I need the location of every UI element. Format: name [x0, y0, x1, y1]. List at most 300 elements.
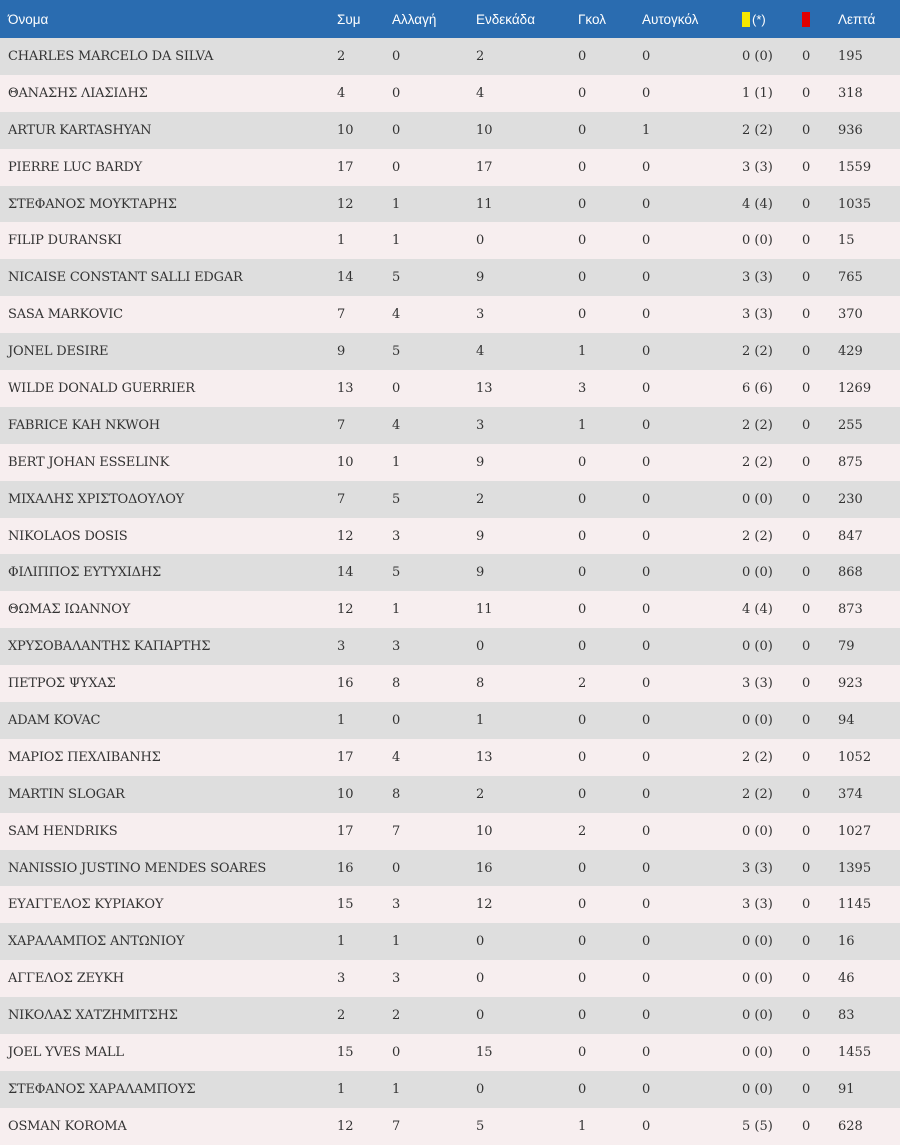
starts-cell: 5 [476, 1118, 485, 1134]
appearances-cell: 10 [337, 454, 354, 470]
red-cards-cell: 0 [802, 1081, 811, 1097]
red-cards-cell: 0 [802, 380, 811, 396]
own-goals-cell: 0 [642, 528, 651, 544]
appearances-cell: 16 [337, 860, 354, 876]
goals-cell: 0 [578, 749, 587, 765]
yellow-cards-cell: 2 (2) [742, 454, 773, 470]
table-row [0, 591, 900, 628]
minutes-cell: 1145 [838, 897, 872, 913]
red-cards-cell: 0 [802, 712, 811, 728]
substitutions-cell: 0 [392, 159, 401, 175]
minutes-cell: 255 [838, 417, 863, 433]
header-minutes[interactable]: Λεπτά [838, 11, 876, 27]
red-cards-cell: 0 [802, 786, 811, 802]
yellow-cards-cell: 3 (3) [742, 860, 773, 876]
yellow-cards-cell: 6 (6) [742, 380, 773, 396]
minutes-cell: 195 [838, 48, 863, 64]
appearances-cell: 3 [337, 971, 346, 987]
minutes-cell: 936 [838, 122, 863, 138]
starts-cell: 3 [476, 417, 485, 433]
yellow-cards-cell: 0 (0) [742, 565, 773, 581]
substitutions-cell: 7 [392, 823, 401, 839]
goals-cell: 0 [578, 1081, 587, 1097]
substitutions-cell: 1 [392, 233, 401, 249]
red-cards-cell: 0 [802, 860, 811, 876]
appearances-cell: 10 [337, 786, 354, 802]
substitutions-cell: 0 [392, 712, 401, 728]
yellow-cards-cell: 0 (0) [742, 1008, 773, 1024]
goals-cell: 0 [578, 934, 587, 950]
minutes-cell: 765 [838, 270, 863, 286]
minutes-cell: 1395 [838, 860, 872, 876]
player-name: OSMAN KOROMA [8, 1118, 127, 1134]
appearances-cell: 2 [337, 1008, 346, 1024]
appearances-cell: 15 [337, 897, 354, 913]
header-starts[interactable]: Ενδεκάδα [476, 11, 535, 27]
own-goals-cell: 0 [642, 676, 651, 692]
own-goals-cell: 0 [642, 159, 651, 175]
goals-cell: 0 [578, 85, 587, 101]
starts-cell: 0 [476, 934, 485, 950]
substitutions-cell: 3 [392, 639, 401, 655]
red-cards-cell: 0 [802, 823, 811, 839]
table-row [0, 1108, 900, 1145]
player-name: ΝΙΚΟΛΑΣ ΧΑΤΖΗΜΙΤΣΗΣ [8, 1008, 178, 1024]
yellow-cards-cell: 0 (0) [742, 823, 773, 839]
substitutions-cell: 3 [392, 528, 401, 544]
starts-cell: 16 [476, 860, 493, 876]
goals-cell: 0 [578, 196, 587, 212]
minutes-cell: 873 [838, 602, 863, 618]
minutes-cell: 91 [838, 1081, 855, 1097]
table-row [0, 296, 900, 333]
own-goals-cell: 0 [642, 1081, 651, 1097]
substitutions-cell: 4 [392, 307, 401, 323]
own-goals-cell: 1 [642, 122, 651, 138]
appearances-cell: 7 [337, 417, 346, 433]
starts-cell: 0 [476, 233, 485, 249]
table-body [0, 38, 900, 1145]
appearances-cell: 14 [337, 270, 354, 286]
table-row [0, 850, 900, 887]
table-row [0, 444, 900, 481]
substitutions-cell: 0 [392, 122, 401, 138]
goals-cell: 1 [578, 344, 587, 360]
own-goals-cell: 0 [642, 233, 651, 249]
appearances-cell: 7 [337, 491, 346, 507]
substitutions-cell: 8 [392, 786, 401, 802]
starts-cell: 1 [476, 712, 485, 728]
table-row [0, 38, 900, 75]
own-goals-cell: 0 [642, 639, 651, 655]
goals-cell: 0 [578, 971, 587, 987]
minutes-cell: 1559 [838, 159, 872, 175]
red-cards-cell: 0 [802, 1008, 811, 1024]
own-goals-cell: 0 [642, 454, 651, 470]
own-goals-cell: 0 [642, 380, 651, 396]
appearances-cell: 1 [337, 1081, 346, 1097]
table-row [0, 481, 900, 518]
starts-cell: 4 [476, 85, 485, 101]
yellow-cards-cell: 4 (4) [742, 196, 773, 212]
red-cards-cell: 0 [802, 159, 811, 175]
yellow-card-icon [742, 12, 750, 27]
starts-cell: 3 [476, 307, 485, 323]
red-cards-cell: 0 [802, 48, 811, 64]
appearances-cell: 9 [337, 344, 346, 360]
player-name: WILDE DONALD GUERRIER [8, 380, 195, 396]
player-name: CHARLES MARCELO DA SILVA [8, 48, 214, 64]
red-cards-cell: 0 [802, 565, 811, 581]
starts-cell: 2 [476, 491, 485, 507]
yellow-cards-cell: 2 (2) [742, 749, 773, 765]
table-row [0, 923, 900, 960]
substitutions-cell: 0 [392, 860, 401, 876]
minutes-cell: 370 [838, 307, 863, 323]
minutes-cell: 15 [838, 233, 855, 249]
own-goals-cell: 0 [642, 196, 651, 212]
substitutions-cell: 7 [392, 1118, 401, 1134]
goals-cell: 3 [578, 380, 587, 396]
table-row [0, 1034, 900, 1071]
goals-cell: 0 [578, 454, 587, 470]
appearances-cell: 13 [337, 380, 354, 396]
red-card-icon [802, 12, 810, 27]
goals-cell: 1 [578, 1118, 587, 1134]
starts-cell: 10 [476, 122, 493, 138]
starts-cell: 17 [476, 159, 493, 175]
table-row [0, 886, 900, 923]
starts-cell: 9 [476, 528, 485, 544]
red-cards-cell: 0 [802, 233, 811, 249]
goals-cell: 0 [578, 602, 587, 618]
player-name: NIKOLAOS DOSIS [8, 528, 128, 544]
own-goals-cell: 0 [642, 712, 651, 728]
yellow-cards-cell: 0 (0) [742, 639, 773, 655]
own-goals-cell: 0 [642, 1118, 651, 1134]
minutes-cell: 230 [838, 491, 863, 507]
minutes-cell: 1035 [838, 196, 872, 212]
yellow-cards-cell: 2 (2) [742, 417, 773, 433]
own-goals-cell: 0 [642, 749, 651, 765]
red-cards-cell: 0 [802, 1044, 811, 1060]
table-row [0, 112, 900, 149]
red-cards-cell: 0 [802, 344, 811, 360]
appearances-cell: 17 [337, 823, 354, 839]
starts-cell: 4 [476, 344, 485, 360]
appearances-cell: 1 [337, 934, 346, 950]
minutes-cell: 318 [838, 85, 863, 101]
player-name: ΜΙΧΑΛΗΣ ΧΡΙΣΤΟΔΟΥΛΟΥ [8, 491, 185, 507]
yellow-cards-cell: 5 (5) [742, 1118, 773, 1134]
starts-cell: 0 [476, 639, 485, 655]
goals-cell: 0 [578, 565, 587, 581]
header-subs[interactable]: Αλλαγή [392, 11, 437, 27]
own-goals-cell: 0 [642, 1008, 651, 1024]
player-name: ΣΤΕΦΑΝΟΣ ΧΑΡΑΛΑΜΠΟΥΣ [8, 1081, 196, 1097]
yellow-cards-cell: 0 (0) [742, 934, 773, 950]
minutes-cell: 374 [838, 786, 863, 802]
own-goals-cell: 0 [642, 823, 651, 839]
starts-cell: 9 [476, 454, 485, 470]
own-goals-cell: 0 [642, 491, 651, 507]
yellow-cards-cell: 2 (2) [742, 122, 773, 138]
red-cards-cell: 0 [802, 602, 811, 618]
substitutions-cell: 5 [392, 491, 401, 507]
goals-cell: 0 [578, 48, 587, 64]
goals-cell: 2 [578, 676, 587, 692]
yellow-cards-cell: 4 (4) [742, 602, 773, 618]
player-name: JOEL YVES MALL [8, 1044, 124, 1060]
yellow-cards-cell: 1 (1) [742, 85, 773, 101]
player-name: NANISSIO JUSTINO MENDES SOARES [8, 860, 267, 876]
starts-cell: 15 [476, 1044, 493, 1060]
player-name: SAM HENDRIKS [8, 823, 118, 839]
substitutions-cell: 5 [392, 565, 401, 581]
substitutions-cell: 5 [392, 270, 401, 286]
player-name: ΣΤΕΦΑΝΟΣ ΜΟΥΚΤΑΡΗΣ [8, 196, 177, 212]
yellow-cards-cell: 3 (3) [742, 307, 773, 323]
own-goals-cell: 0 [642, 85, 651, 101]
starts-cell: 9 [476, 565, 485, 581]
appearances-cell: 2 [337, 48, 346, 64]
yellow-cards-cell: 0 (0) [742, 1081, 773, 1097]
goals-cell: 0 [578, 270, 587, 286]
goals-cell: 0 [578, 122, 587, 138]
player-name: JONEL DESIRE [8, 344, 109, 360]
appearances-cell: 3 [337, 639, 346, 655]
header-name[interactable]: Όνομα [8, 11, 49, 27]
goals-cell: 2 [578, 823, 587, 839]
minutes-cell: 46 [838, 971, 855, 987]
minutes-cell: 1027 [838, 823, 872, 839]
red-cards-cell: 0 [802, 1118, 811, 1134]
yellow-cards-cell: 2 (2) [742, 344, 773, 360]
player-name: ΑΓΓΕΛΟΣ ΖΕΥΚΗ [8, 971, 124, 987]
table-row [0, 997, 900, 1034]
starts-cell: 11 [476, 602, 493, 618]
minutes-cell: 16 [838, 934, 855, 950]
minutes-cell: 628 [838, 1118, 863, 1134]
substitutions-cell: 1 [392, 1081, 401, 1097]
starts-cell: 8 [476, 676, 485, 692]
goals-cell: 0 [578, 159, 587, 175]
header-goals[interactable]: Γκολ [578, 11, 607, 27]
header-own-goals[interactable]: Αυτογκόλ [642, 11, 699, 27]
yellow-cards-cell: 0 (0) [742, 48, 773, 64]
starts-cell: 13 [476, 749, 493, 765]
starts-cell: 12 [476, 897, 493, 913]
red-cards-cell: 0 [802, 676, 811, 692]
own-goals-cell: 0 [642, 48, 651, 64]
goals-cell: 0 [578, 233, 587, 249]
red-cards-cell: 0 [802, 270, 811, 286]
appearances-cell: 15 [337, 1044, 354, 1060]
player-name: BERT JOHAN ESSELINK [8, 454, 170, 470]
minutes-cell: 875 [838, 454, 863, 470]
table-row [0, 407, 900, 444]
player-name: ΧΑΡΑΛΑΜΠΟΣ ΑΝΤΩΝΙΟΥ [8, 934, 185, 950]
substitutions-cell: 4 [392, 749, 401, 765]
starts-cell: 2 [476, 48, 485, 64]
red-cards-cell: 0 [802, 122, 811, 138]
player-name: FILIP DURANSKI [8, 233, 122, 249]
red-cards-cell: 0 [802, 85, 811, 101]
player-name: ΘΑΝΑΣΗΣ ΛΙΑΣΙΔΗΣ [8, 85, 148, 101]
goals-cell: 0 [578, 528, 587, 544]
player-name: SASA MARKOVIC [8, 307, 123, 323]
minutes-cell: 1052 [838, 749, 872, 765]
red-cards-cell: 0 [802, 749, 811, 765]
goals-cell: 0 [578, 786, 587, 802]
starts-cell: 9 [476, 270, 485, 286]
goals-cell: 0 [578, 1044, 587, 1060]
yellow-suffix: (*) [752, 11, 766, 27]
yellow-cards-cell: 2 (2) [742, 786, 773, 802]
table-row [0, 776, 900, 813]
appearances-cell: 14 [337, 565, 354, 581]
substitutions-cell: 1 [392, 602, 401, 618]
starts-cell: 13 [476, 380, 493, 396]
substitutions-cell: 5 [392, 344, 401, 360]
starts-cell: 2 [476, 786, 485, 802]
own-goals-cell: 0 [642, 786, 651, 802]
appearances-cell: 17 [337, 159, 354, 175]
table-row [0, 149, 900, 186]
player-name: ADAM KOVAC [8, 712, 101, 728]
minutes-cell: 847 [838, 528, 863, 544]
yellow-cards-cell: 3 (3) [742, 676, 773, 692]
substitutions-cell: 0 [392, 85, 401, 101]
table-row [0, 75, 900, 112]
goals-cell: 0 [578, 639, 587, 655]
appearances-cell: 1 [337, 712, 346, 728]
substitutions-cell: 3 [392, 971, 401, 987]
own-goals-cell: 0 [642, 307, 651, 323]
player-name: NICAISE CONSTANT SALLI EDGAR [8, 270, 243, 286]
starts-cell: 0 [476, 971, 485, 987]
starts-cell: 0 [476, 1081, 485, 1097]
appearances-cell: 1 [337, 233, 346, 249]
goals-cell: 0 [578, 491, 587, 507]
appearances-cell: 12 [337, 196, 354, 212]
minutes-cell: 83 [838, 1008, 855, 1024]
appearances-cell: 16 [337, 676, 354, 692]
own-goals-cell: 0 [642, 860, 651, 876]
own-goals-cell: 0 [642, 971, 651, 987]
player-name: PIERRE LUC BARDY [8, 159, 143, 175]
yellow-cards-cell: 2 (2) [742, 528, 773, 544]
table-row [0, 186, 900, 223]
goals-cell: 0 [578, 307, 587, 323]
player-name: ΠΕΤΡΟΣ ΨΥΧΑΣ [8, 676, 116, 692]
player-name: ΜΑΡΙΟΣ ΠΕΧΛΙΒΑΝΗΣ [8, 749, 161, 765]
substitutions-cell: 0 [392, 48, 401, 64]
own-goals-cell: 0 [642, 897, 651, 913]
red-cards-cell: 0 [802, 491, 811, 507]
table-row [0, 370, 900, 407]
player-name: ΦΙΛΙΠΠΟΣ ΕΥΤΥΧΙΔΗΣ [8, 565, 162, 581]
header-yellow-cards[interactable] [742, 0, 802, 38]
substitutions-cell: 4 [392, 417, 401, 433]
table-row [0, 554, 900, 591]
yellow-cards-cell: 0 (0) [742, 971, 773, 987]
red-cards-cell: 0 [802, 897, 811, 913]
substitutions-cell: 8 [392, 676, 401, 692]
yellow-cards-cell: 0 (0) [742, 491, 773, 507]
player-name: MARTIN SLOGAR [8, 786, 125, 802]
player-name: ΘΩΜΑΣ ΙΩΑΝΝΟΥ [8, 602, 131, 618]
appearances-cell: 7 [337, 307, 346, 323]
minutes-cell: 1455 [838, 1044, 872, 1060]
own-goals-cell: 0 [642, 565, 651, 581]
player-name: ΧΡΥΣΟΒΑΛΑΝΤΗΣ ΚΑΠΑΡΤΗΣ [8, 639, 211, 655]
own-goals-cell: 0 [642, 270, 651, 286]
red-cards-cell: 0 [802, 417, 811, 433]
substitutions-cell: 2 [392, 1008, 401, 1024]
table-row [0, 628, 900, 665]
table-row [0, 960, 900, 997]
player-name: ΕΥΑΓΓΕΛΟΣ ΚΥΡΙΑΚΟΥ [8, 897, 164, 913]
table-row [0, 259, 900, 296]
appearances-cell: 4 [337, 85, 346, 101]
red-cards-cell: 0 [802, 639, 811, 655]
minutes-cell: 94 [838, 712, 855, 728]
table-header-row [0, 0, 900, 38]
red-cards-cell: 0 [802, 934, 811, 950]
goals-cell: 0 [578, 860, 587, 876]
appearances-cell: 12 [337, 528, 354, 544]
table-row [0, 518, 900, 555]
yellow-cards-cell: 3 (3) [742, 897, 773, 913]
yellow-cards-cell: 3 (3) [742, 159, 773, 175]
goals-cell: 0 [578, 712, 587, 728]
goals-cell: 0 [578, 1008, 587, 1024]
minutes-cell: 429 [838, 344, 863, 360]
yellow-cards-cell: 3 (3) [742, 270, 773, 286]
appearances-cell: 12 [337, 1118, 354, 1134]
substitutions-cell: 1 [392, 196, 401, 212]
own-goals-cell: 0 [642, 934, 651, 950]
minutes-cell: 868 [838, 565, 863, 581]
table-row [0, 739, 900, 776]
substitutions-cell: 0 [392, 1044, 401, 1060]
red-cards-cell: 0 [802, 196, 811, 212]
red-cards-cell: 0 [802, 971, 811, 987]
substitutions-cell: 1 [392, 934, 401, 950]
starts-cell: 11 [476, 196, 493, 212]
yellow-cards-cell: 0 (0) [742, 233, 773, 249]
goals-cell: 0 [578, 897, 587, 913]
table-row [0, 1071, 900, 1108]
goals-cell: 1 [578, 417, 587, 433]
appearances-cell: 10 [337, 122, 354, 138]
own-goals-cell: 0 [642, 602, 651, 618]
player-name: ARTUR KARTASHYAN [8, 122, 152, 138]
minutes-cell: 1269 [838, 380, 872, 396]
header-red-cards[interactable] [802, 0, 838, 38]
header-apps[interactable]: Συμ [337, 11, 361, 27]
own-goals-cell: 0 [642, 417, 651, 433]
own-goals-cell: 0 [642, 1044, 651, 1060]
table-row [0, 813, 900, 850]
table-row [0, 702, 900, 739]
substitutions-cell: 0 [392, 380, 401, 396]
table-row [0, 222, 900, 259]
table-row [0, 333, 900, 370]
minutes-cell: 923 [838, 676, 863, 692]
yellow-cards-cell: 0 (0) [742, 712, 773, 728]
